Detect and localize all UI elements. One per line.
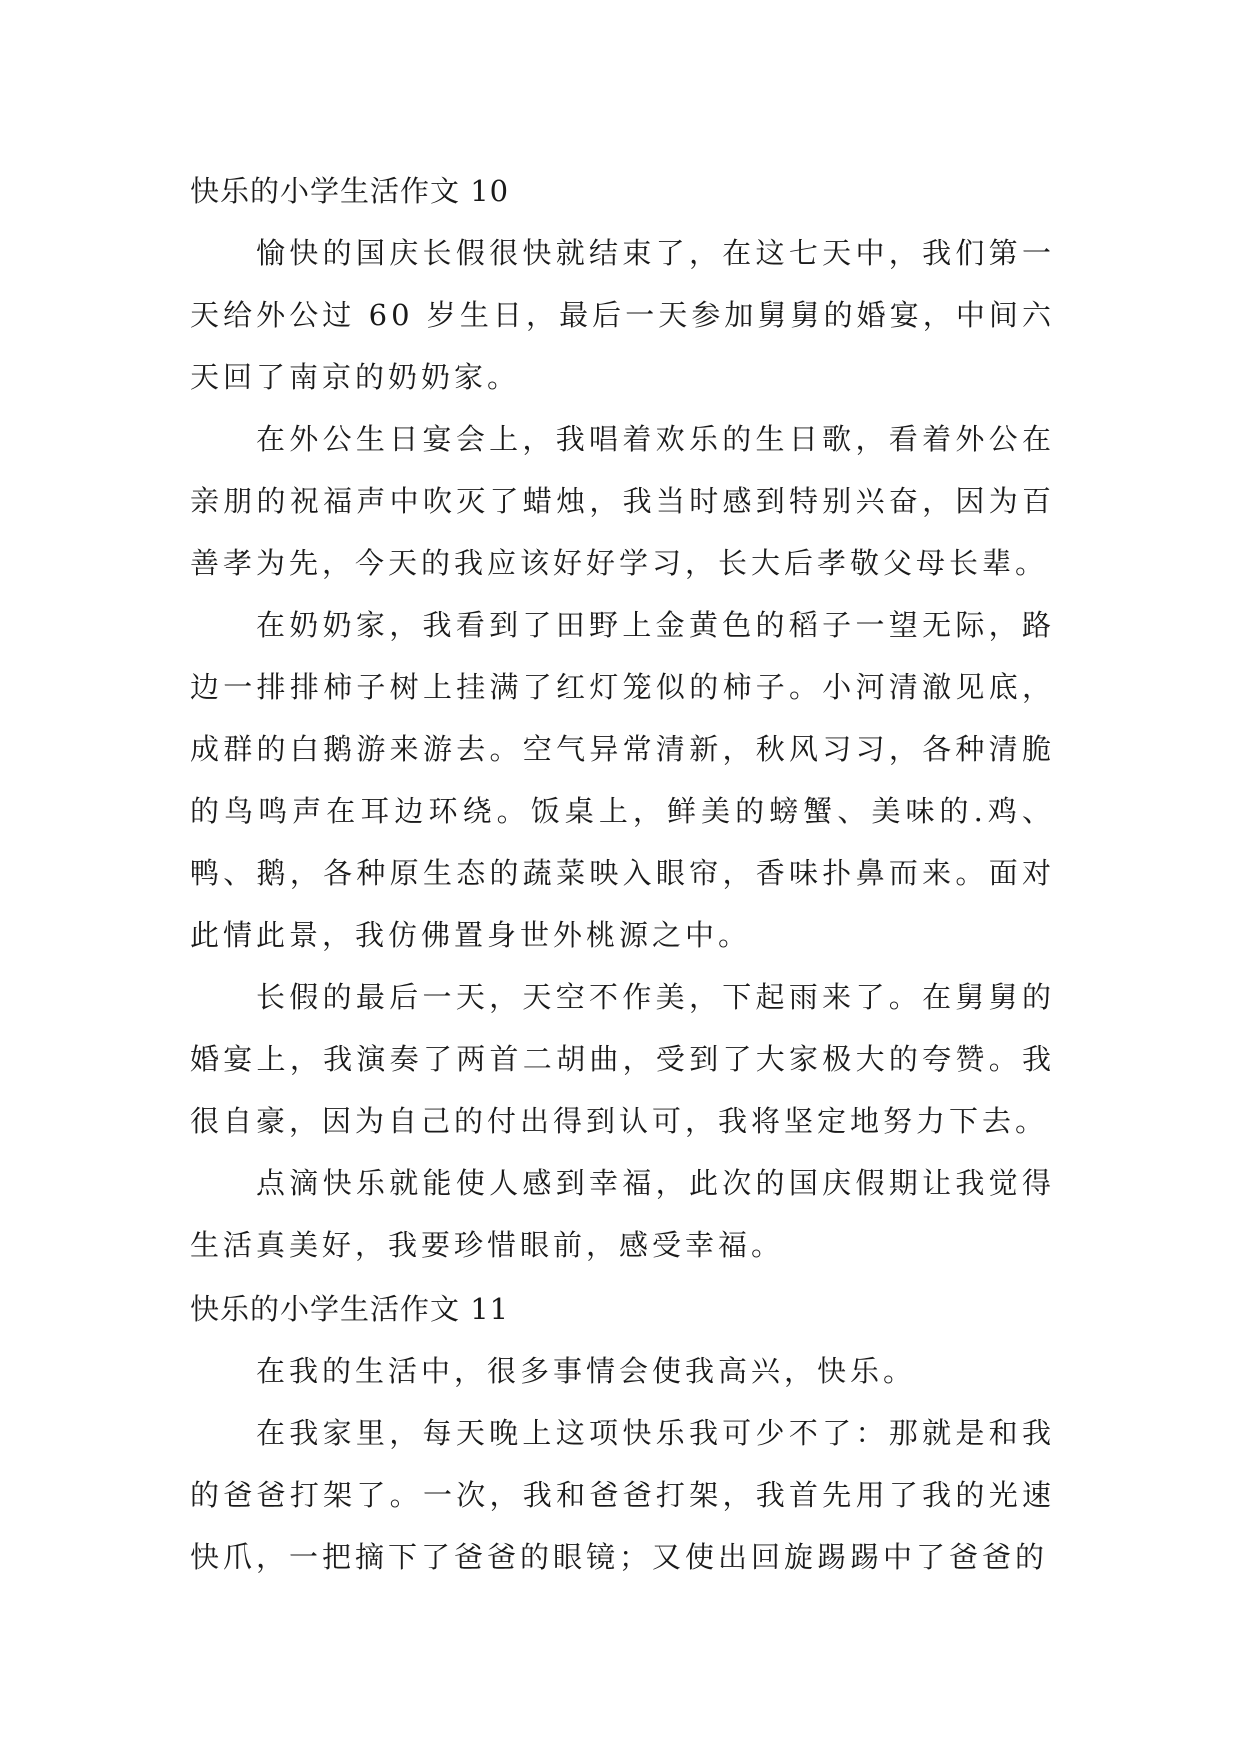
essay-title: 快乐的小学生活作文 11 bbox=[190, 1292, 510, 1326]
essay-paragraph: 在外公生日宴会上，我唱着欢乐的生日歌，看着外公在亲朋的祝福声中吹灭了蜡烛，我当时感到特别兴奋，因为百善孝为先，今天的我应该好好学习，长大后孝敬父母长辈。 bbox=[190, 422, 1055, 580]
essay-paragraph: 在奶奶家，我看到了田野上金黄色的稻子一望无际，路边一排排柿子树上挂满了红灯笼似的柿子。小河清澈见底，成群的白鹅游来游去。空气异常清新，秋风习习，各种清脆的鸟鸣声在耳边环绕。饭桌上，鲜美的螃蟹、美味的.鸡、鸭、鹅，各种原生态的蔬菜映入眼帘，香味扑鼻而来。面对此情此景，我仿佛置身世外桃源之中。 bbox=[190, 608, 1055, 952]
essay-title: 快乐的小学生活作文 10 bbox=[190, 174, 510, 208]
essay-paragraph: 在我家里，每天晚上这项快乐我可少不了：那就是和我的爸爸打架了。一次，我和爸爸打架，我首先用了我的光速快爪，一把摘下了爸爸的眼镜；又使出回旋踢踢中了爸爸的 bbox=[190, 1416, 1055, 1574]
essay-paragraph: 在我的生活中，很多事情会使我高兴，快乐。 bbox=[256, 1354, 917, 1388]
essay-paragraph: 长假的最后一天，天空不作美，下起雨来了。在舅舅的婚宴上，我演奏了两首二胡曲，受到了大家极大的夸赞。我很自豪，因为自己的付出得到认可，我将坚定地努力下去。 bbox=[190, 980, 1055, 1138]
essay-section-10 bbox=[190, 160, 1055, 1276]
essay-paragraph: 点滴快乐就能使人感到幸福，此次的国庆假期让我觉得生活真美好，我要珍惜眼前，感受幸福。 bbox=[190, 1166, 1055, 1262]
essay-paragraph: 愉快的国庆长假很快就结束了，在这七天中，我们第一天给外公过 60 岁生日，最后一天参加舅舅的婚宴，中间六天回了南京的奶奶家。 bbox=[190, 236, 1055, 394]
essay-section-11 bbox=[190, 1278, 1055, 1588]
